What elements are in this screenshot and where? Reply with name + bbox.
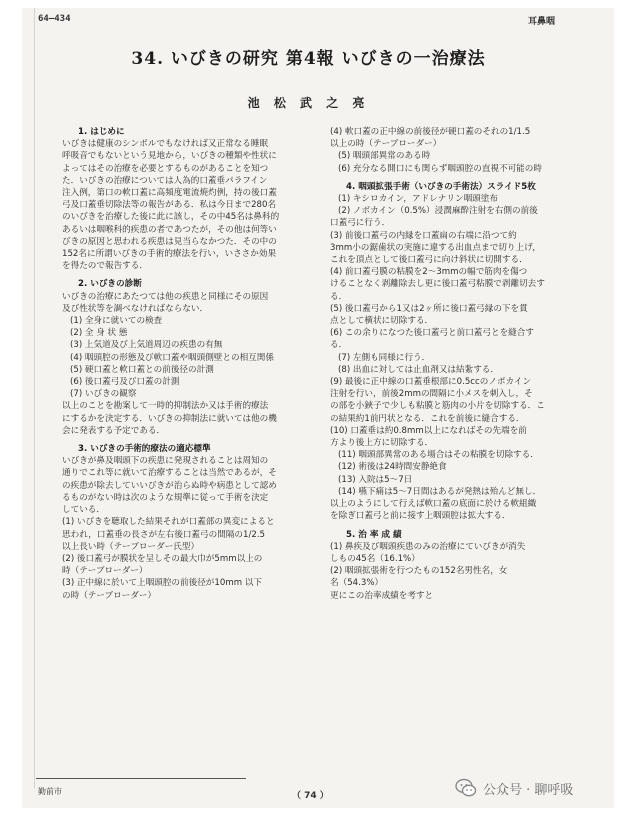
text-line: (7) いびきの観察	[70, 389, 137, 400]
text-line: (13) 入院は5〜7日	[338, 474, 413, 485]
text-line: (1) 全身に就いての検査	[70, 316, 163, 327]
section-heading: 1. はじめに	[78, 127, 125, 137]
article-author: 池 松 武 之 亮	[247, 96, 370, 110]
text-line: 呼吸音でもないという見地から，いびきの種類や性状に	[62, 151, 277, 162]
text-line: (3) 上気道及び上気道周辺の疾患の有無	[70, 340, 223, 351]
text-line: のいびきを治療した後に此に該し，その中45名は鼻科的	[62, 212, 280, 223]
text-line: いびきは健康のシンボルでもなければ又正常なる睡眠	[62, 139, 269, 150]
text-line: 会に発表する予定である．	[62, 425, 166, 436]
text-line: (3) 前後口蓋弓の内縁を口蓋扁の右端に沿つて約	[330, 230, 517, 241]
text-line: 以上のことを勘案して一時的抑制法か又は手術的療法	[62, 401, 269, 412]
text-line: 以上のようにして行えば軟口蓋の底面に於ける軟組織	[330, 499, 537, 510]
text-line: いびきの治療にあたつては他の疾患と同様にその原因	[62, 291, 269, 302]
text-line: (4) 咽頭腔の形態及び軟口蓋や咽頭側壁との相互関係	[70, 352, 274, 363]
page-number: （ 74 ）	[292, 791, 329, 801]
right-text-column	[330, 126, 592, 602]
text-line: る．	[330, 291, 348, 302]
watermark-text: 公众号 · 聊呼吸	[483, 782, 574, 798]
text-line: よってはその治療を必要とするものがあることを知つ	[62, 163, 269, 174]
article-title: 34. いびきの研究 第4報 いびきの一治療法	[131, 49, 486, 69]
text-line: しもの45名（16.1%）	[330, 553, 420, 564]
text-line: (4) 軟口蓋の正中線の前後径が硬口蓋のそれの1/1.5	[330, 127, 531, 137]
text-line: 注射を行い，前後2mmの間隔に小メスを刺入し，そ	[330, 389, 533, 400]
text-line: 及び性状等を調べなければならない．	[62, 303, 209, 314]
watermark	[455, 776, 605, 800]
text-line: 152名に所謂いびきの手術的療法を行い，いささか効果	[62, 249, 277, 260]
text-line: た．いびきの治療については人為的口蓋垂パラフイン	[62, 175, 268, 186]
text-line: びきの原因と思われる疾患は見当らなかつた．その中の	[62, 236, 277, 247]
text-line: るものがない時は次のような規準に従って手術を決定	[62, 492, 269, 503]
left-text-column	[62, 126, 320, 602]
text-line: 3mm小の鋸歯状の実施に違する出血点まで切り上げ，	[330, 242, 541, 253]
header-code-left: 64—434	[38, 14, 71, 24]
section-heading: 4. 咽頭拡張手術（いびきの手術法）スライド5枚	[346, 181, 536, 192]
text-line: 思われ，口蓋垂の長さが左右後口蓋弓の間隔の1/2.5	[62, 529, 266, 540]
text-line: (5) 咽頭部異常のある時	[338, 151, 431, 162]
text-line: の結果約1前円状となる．これを前後に縫合する．	[330, 413, 525, 424]
text-line: を除ぎ口蓋弓と前に接す上咽頭腔は拡大する．	[330, 511, 511, 522]
text-line: 名（54.3%）	[330, 578, 384, 589]
text-line: 方より後上方に切除する．	[330, 438, 434, 449]
text-line: けることなく剥離除去し更に後口蓋弓粘膜で剥離切去す	[330, 279, 545, 290]
text-line: 以上長い時（テーブローダー氏型）	[62, 541, 200, 552]
text-line: (7) 左側も同様に行う．	[338, 352, 431, 363]
text-line: 更にこの治率成績を考すと	[330, 590, 434, 601]
wechat-icon	[455, 778, 477, 798]
text-line: これを頂点として後口蓋弓に向け斜状に切開する．	[330, 255, 528, 266]
text-line: 口蓋弓に行う．	[330, 218, 391, 229]
text-line: している．	[62, 505, 105, 516]
text-line: 点として横状に切除する．	[330, 316, 434, 327]
scan-edge	[34, 8, 35, 788]
text-line: (9) 最後に正中線の口蓋垂根部に0.5ccのノボカイン	[330, 377, 532, 388]
text-line: (4) 前口蓋弓膜の粘膜を2〜3mmの幅で筋肉を傷つ	[330, 267, 528, 278]
text-line: (1) 鼻疾及び咽頭疾患のみの治療にていびきが消失	[330, 541, 526, 552]
text-line: を得たので報告する．	[62, 261, 148, 272]
text-line: (1) キシロカイン，アドレナリン咽頭塗布	[338, 194, 498, 205]
text-line: (5) 硬口蓋と軟口蓋との前後径の計測	[70, 364, 214, 375]
text-line: (1) いびきを聴取した結果それが口蓋部の異変によると	[62, 517, 275, 528]
text-line: 注入例，第口の軟口蓋に高頻度電流焼灼例，持の後口蓋	[62, 188, 277, 199]
text-line: 弓及口蓋垂切除法等の報告がある．私は今日まで280名	[62, 200, 277, 211]
text-line: にするかを決定する．いびきの抑制法に就いては他の機	[62, 413, 277, 424]
text-line: (2) 全 身 状 態	[70, 328, 128, 339]
text-line: あるいは咽喉科的疾患の者であつたが，その他は何等い	[62, 224, 277, 235]
footer-rule	[36, 778, 246, 779]
text-line: (6) 後口蓋弓及び口蓋の計測	[70, 377, 180, 388]
text-line: の時（テーブローダー）	[62, 590, 157, 601]
section-heading: 2. いびきの診断	[78, 279, 142, 290]
text-line: (2) 咽頭拡張術を行つたもの152名男性名，女	[330, 566, 508, 577]
text-line: いびきが鼻及咽頭下の疾患に発現されることは周知の	[62, 456, 269, 467]
text-line: (8) 出血に対しては止血剤又は結紮する．	[338, 364, 499, 375]
text-line: (2) 後口蓋弓が膜状を呈しその最大巾が5mm以上の	[62, 553, 263, 564]
text-line: (6) 充分なる開口にも関らず咽頭腔の直視不可能の時	[338, 163, 542, 174]
text-line: (14) 嚥下痛は5〜7日間はあるが発熱は殆んど無し．	[338, 486, 542, 497]
text-line: (5) 後口蓋弓から1又は2ヶ所に後口蓋弓縁の下を貫	[330, 303, 528, 314]
text-line: の部を小鋏子で少しも粘膜と筋肉の小片を切除する．こ	[330, 401, 545, 412]
text-line: (12) 術後は24時間安静絶食	[338, 462, 447, 473]
text-line: の疾患が除去していいびきが治らぬ時や病患として認め	[62, 480, 277, 491]
text-line: (2) ノボカイン（0.5%）浸潤麻酔注射を右側の前後	[338, 206, 538, 217]
section-heading: 3. いびきの手術的療法の適応標準	[78, 444, 211, 455]
text-line: (10) 口蓋垂は約0.8mm以上になればその先端を前	[330, 425, 527, 436]
footer-left-text: 勤前市	[38, 787, 62, 796]
text-line: (3) 正中線に於いて上咽頭腔の前後径が10mm 以下	[62, 578, 263, 589]
text-line: (11) 咽頭部異常のある場合はその粘膜を切除する．	[338, 450, 539, 461]
header-code-right: 耳鼻咽	[528, 17, 556, 27]
text-line: (6) この余りになつた後口蓋弓と前口蓋弓とを縫合す	[330, 328, 534, 339]
text-line: 以上の時（テーブローダー）	[330, 139, 442, 150]
section-heading: 5. 治 率 成 績	[346, 529, 402, 540]
text-line: る．	[330, 340, 348, 351]
text-line: 時（テーブローダー）	[62, 566, 148, 577]
text-line: 通りでこれ等に就いて治療することは当然であるが，そ	[62, 468, 277, 479]
